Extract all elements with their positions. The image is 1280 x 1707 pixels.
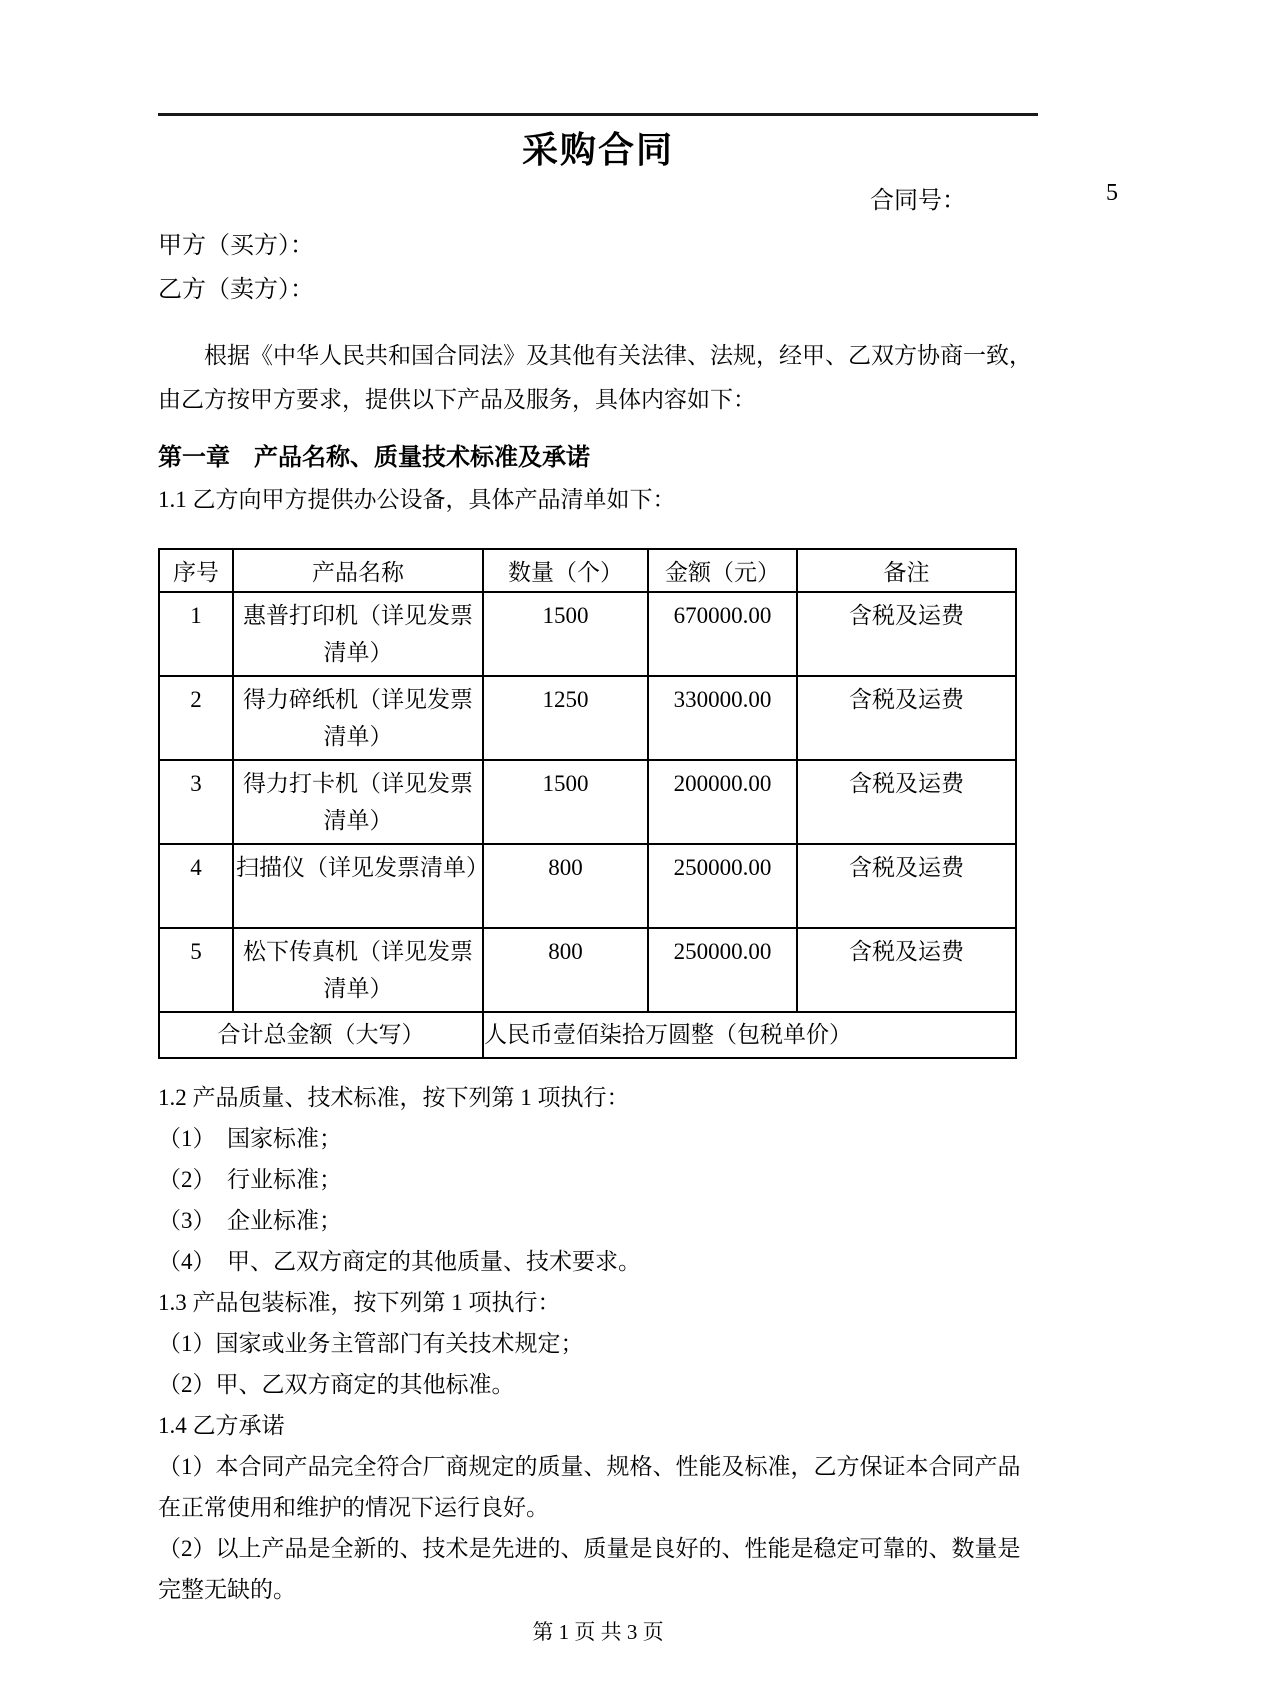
cell-quantity: 800 [483,928,648,1012]
header-quantity: 数量（个） [483,549,648,592]
clause-1-4-item: （2）以上产品是全新的、技术是先进的、质量是良好的、性能是稳定可靠的、数量是完整无缺的。 [158,1536,1021,1602]
cell-quantity: 1500 [483,592,648,676]
clause-1-2-item: （1） 国家标准； [158,1126,342,1151]
cell-no: 3 [159,760,233,844]
total-value-cell: 人民币壹佰柒拾万圆整（包税单价） [483,1012,1016,1058]
cell-note: 含税及运费 [797,676,1016,760]
cell-no: 2 [159,676,233,760]
cell-no: 5 [159,928,233,1012]
cell-amount: 200000.00 [648,760,797,844]
clauses-block [158,1077,1038,1610]
total-label-cell: 合计总金额（大写） [159,1012,483,1058]
clause-1-3-item: （1）国家或业务主管部门有关技术规定； [158,1331,584,1356]
header-amount: 金额（元） [648,549,797,592]
header-no: 序号 [159,549,233,592]
cell-note: 含税及运费 [797,760,1016,844]
clause-1-2: 1.2 产品质量、技术标准，按下列第 1 项执行： [158,1085,630,1110]
clause-1-1: 1.1 乙方向甲方提供办公设备，具体产品清单如下： [158,487,676,512]
cell-amount: 330000.00 [648,676,797,760]
party-a-line: 甲方（买方）： [158,233,314,259]
document-title: 采购合同 [521,130,674,170]
chapter-1-heading: 第一章 产品名称、质量技术标准及承诺 [158,445,590,471]
intro-paragraph: 根据《中华人民共和国合同法》及其他有关法律、法规，经甲、乙双方协商一致，由乙方按甲方要求，提供以下产品及服务，具体内容如下： [158,343,1032,412]
cell-note: 含税及运费 [797,844,1016,928]
contract-number-line [158,174,1118,218]
page-number-footer: 第 1 页 共 3 页 [532,1620,664,1644]
cell-no: 1 [159,592,233,676]
header-rule [158,113,1038,116]
cell-product-name: 松下传真机（详见发票清单） [233,928,483,1012]
cell-amount: 670000.00 [648,592,797,676]
clause-1-4: 1.4 乙方承诺 [158,1413,285,1438]
table-total-row [159,1012,1016,1058]
table-row [159,592,1016,676]
cell-product-name: 扫描仪（详见发票清单） [233,844,483,928]
cell-quantity: 1250 [483,676,648,760]
cell-note: 含税及运费 [797,928,1016,1012]
contract-number-value: 5 [1106,180,1118,206]
cell-amount: 250000.00 [648,844,797,928]
cell-no: 4 [159,844,233,928]
party-b-line: 乙方（卖方）： [158,277,314,303]
cell-amount: 250000.00 [648,928,797,1012]
cell-quantity: 800 [483,844,648,928]
clause-1-4-item: （1）本合同产品完全符合厂商规定的质量、规格、性能及标准，乙方保证本合同产品在正常使用和维护的情况下运行良好。 [158,1454,1021,1520]
clause-1-3: 1.3 产品包装标准，按下列第 1 项执行： [158,1290,561,1315]
clause-1-3-item: （2）甲、乙双方商定的其他标准。 [158,1372,515,1397]
header-row [159,549,1016,592]
clause-1-2-item: （4） 甲、乙双方商定的其他质量、技术要求。 [158,1249,641,1274]
document-body [158,0,1118,1653]
table-row [159,844,1016,928]
clause-1-2-item: （2） 行业标准； [158,1167,342,1192]
table-row [159,760,1016,844]
contract-number-label: 合同号： [870,188,966,214]
cell-product-name: 惠普打印机（详见发票清单） [233,592,483,676]
product-table [158,548,1017,1059]
table-row [159,676,1016,760]
header-product-name: 产品名称 [233,549,483,592]
header-note: 备注 [797,549,1016,592]
cell-product-name: 得力打卡机（详见发票清单） [233,760,483,844]
cell-product-name: 得力碎纸机（详见发票清单） [233,676,483,760]
clause-1-2-item: （3） 企业标准； [158,1208,342,1233]
table-row [159,928,1016,1012]
cell-note: 含税及运费 [797,592,1016,676]
cell-quantity: 1500 [483,760,648,844]
product-table-header [159,549,1016,592]
